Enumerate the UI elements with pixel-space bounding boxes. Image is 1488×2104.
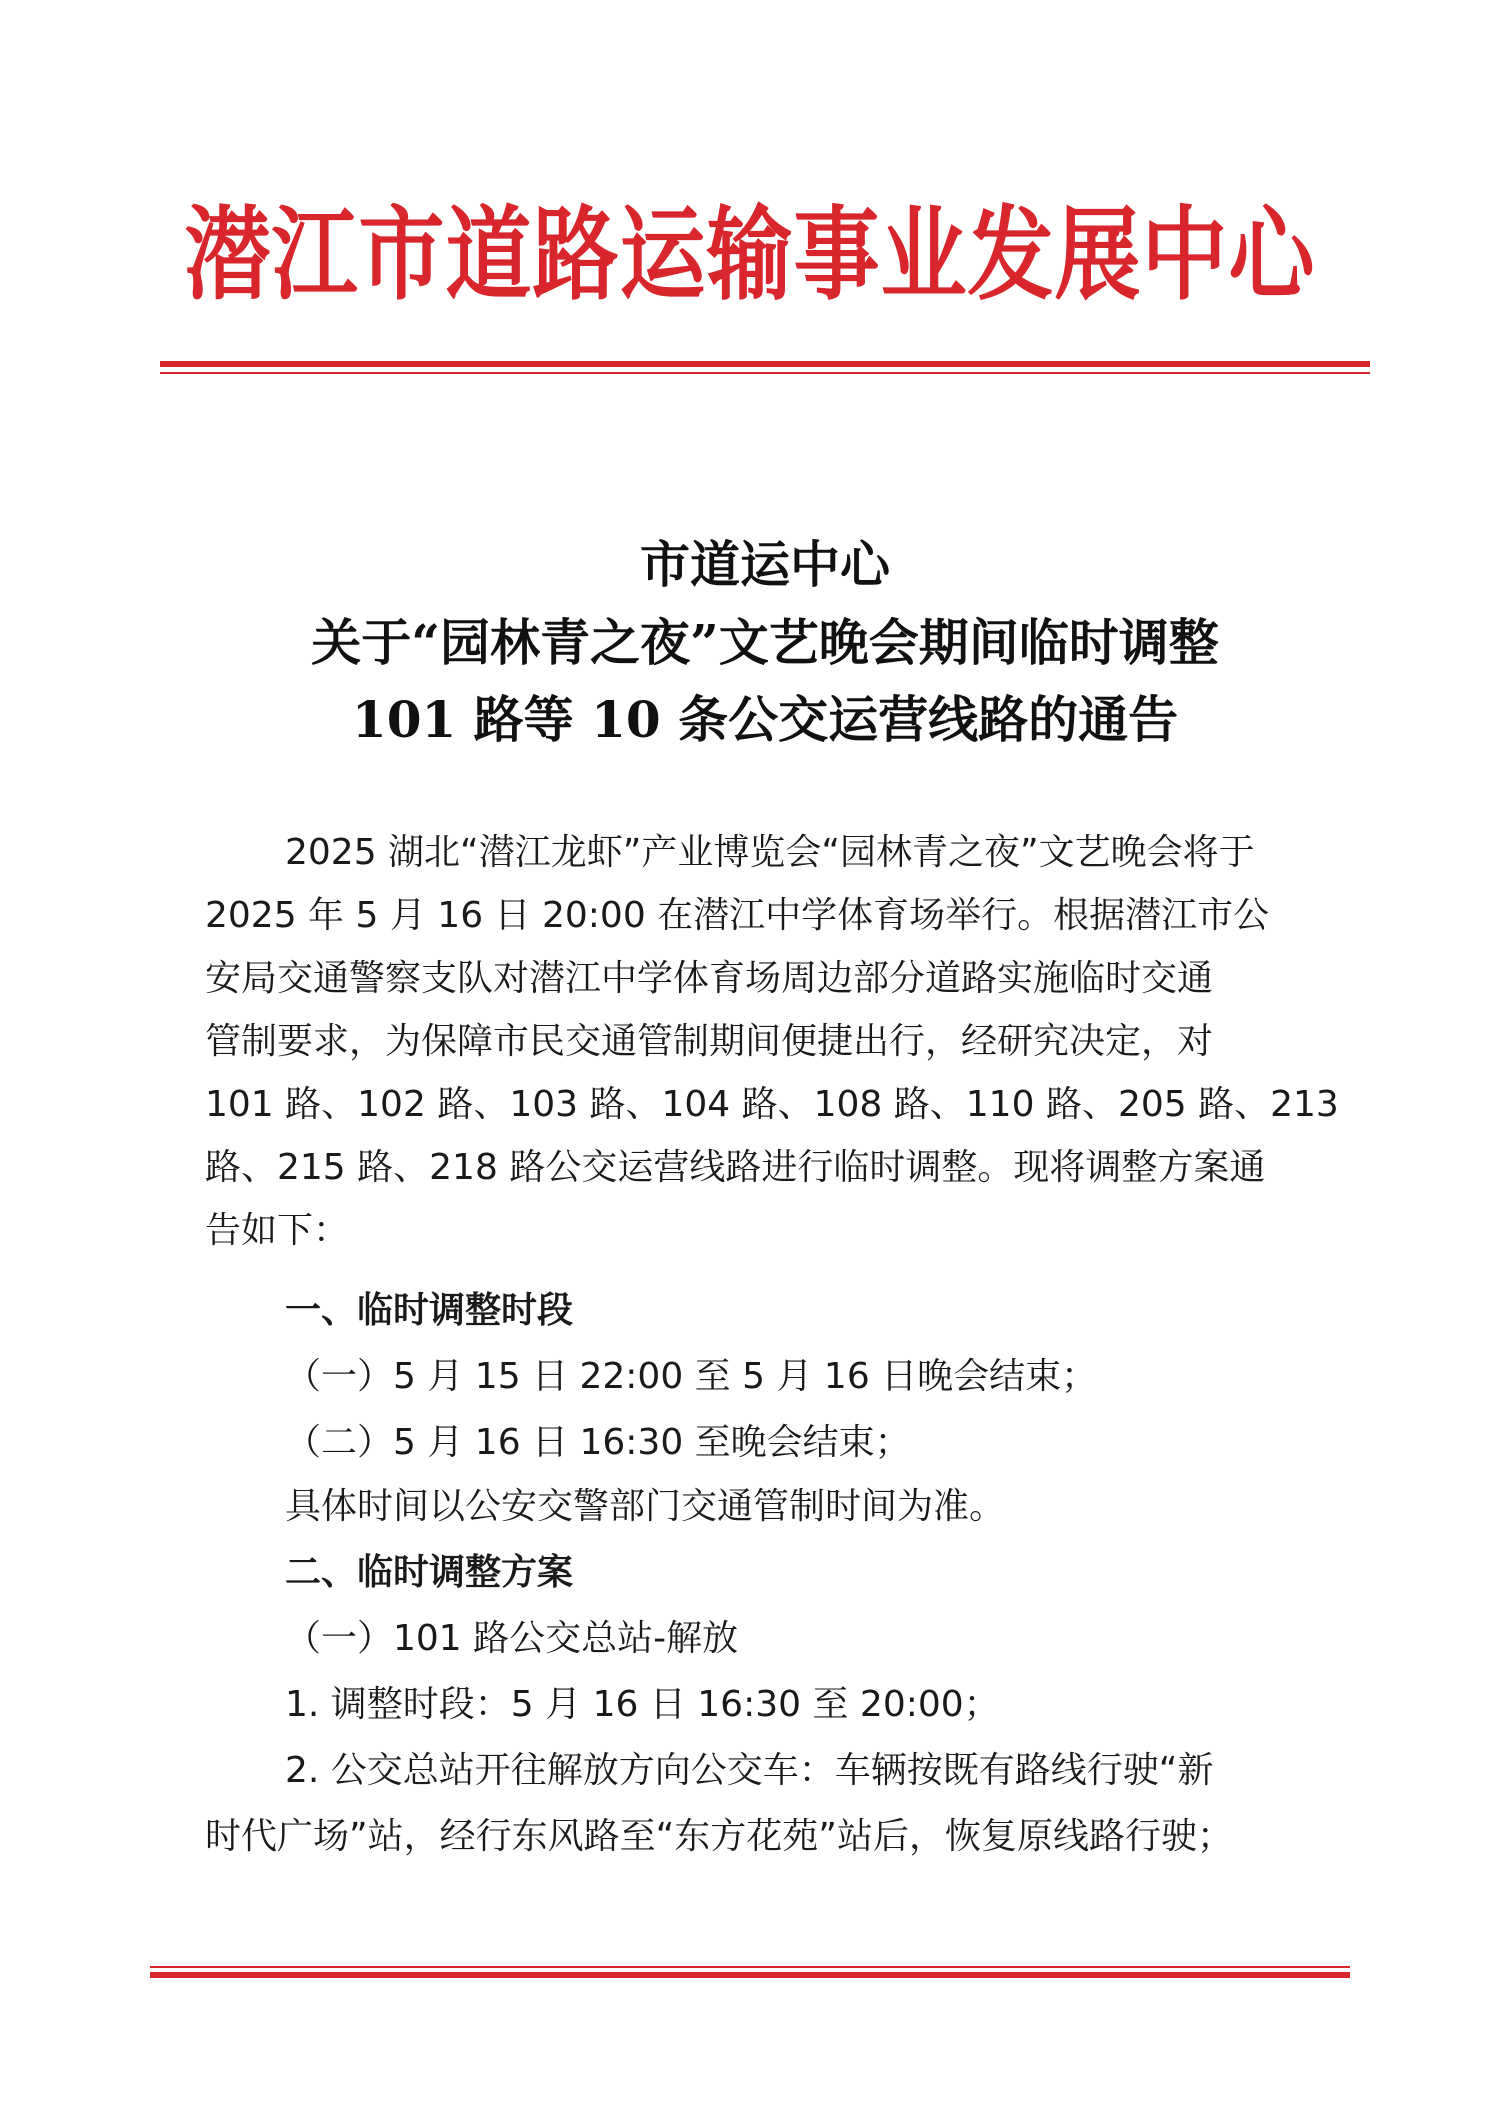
section-1-heading: 一、临时调整时段: [285, 1290, 574, 1331]
intro-line: 2025 湖北“潜江龙虾”产业博览会“园林青之夜”文艺晚会将于: [285, 832, 1255, 873]
section-2-heading: 二、临时调整方案: [285, 1552, 574, 1593]
footer-red-rule-thin: [150, 1966, 1350, 1968]
letterhead-red-rule-thick: [160, 361, 1370, 367]
intro-line: 101 路、102 路、103 路、104 路、108 路、110 路、205 路、213: [205, 1084, 1339, 1125]
section-2-subheading: （一）101 路公交总站-解放: [285, 1618, 739, 1659]
footer-red-rule-thick: [150, 1972, 1350, 1978]
section-2-item: 1. 调整时段：5 月 16 日 16:30 至 20:00；: [285, 1684, 1000, 1725]
intro-line: 安局交通警察支队对潜江中学体育场周边部分道路实施临时交通: [205, 958, 1214, 999]
section-1-note: 具体时间以公安交警部门交通管制时间为准。: [285, 1486, 1006, 1527]
intro-line: 管制要求，为保障市民交通管制期间便捷出行，经研究决定，对: [205, 1021, 1214, 1062]
section-1-item: （二）5 月 16 日 16:30 至晚会结束；: [285, 1422, 911, 1463]
letterhead-red-rule-thin: [160, 372, 1370, 374]
letterhead-org-name: 潜江市道路运输事业发展中心: [184, 195, 1316, 315]
intro-line: 告如下：: [205, 1210, 350, 1251]
intro-line: 2025 年 5 月 16 日 20:00 在潜江中学体育场举行。根据潜江市公: [205, 895, 1270, 936]
section-2-item: 2. 公交总站开往解放方向公交车：车辆按既有路线行驶“新: [285, 1750, 1214, 1791]
notice-issuer: 市道运中心: [640, 535, 890, 594]
notice-title-line-1: 关于“园林青之夜”文艺晚会期间临时调整: [311, 613, 1219, 672]
section-1-item: （一）5 月 15 日 22:00 至 5 月 16 日晚会结束；: [285, 1356, 1098, 1397]
section-2-item: 时代广场”站，经行东风路至“东方花苑”站后，恢复原线路行驶；: [205, 1816, 1233, 1857]
notice-title-line-2: 101 路等 10 条公交运营线路的通告: [351, 690, 1179, 749]
intro-line: 路、215 路、218 路公交运营线路进行临时调整。现将调整方案通: [205, 1147, 1266, 1188]
